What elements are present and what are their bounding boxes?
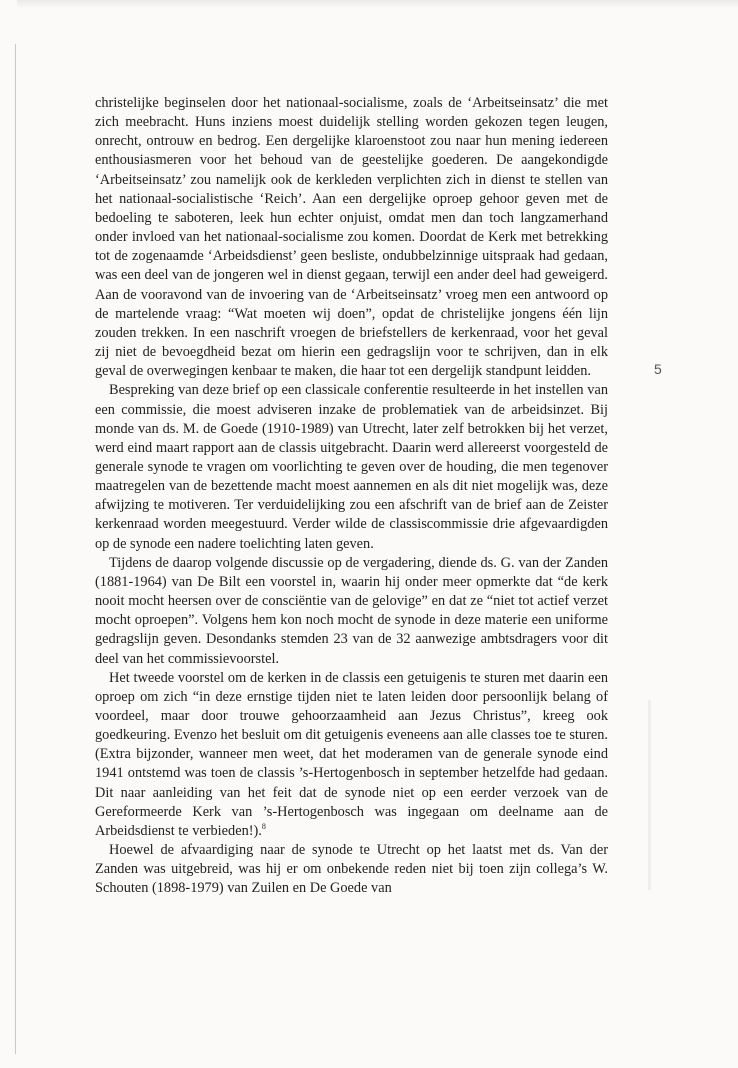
scan-top-shadow	[17, 0, 738, 8]
paragraph-text: Bespreking van deze brief op een classicale conferentie resulteerde in het instellen van een commissie, die moest adviseren inzake de problematiek van de arbeidsinzet. Bij monde van ds. M. de Goede (1910-1989) van Utrecht, later zelf betrokken bij het verzet, werd eind maart rapport aan de classis uitgebracht. Daarin werd allereerst voorgesteld de generale synode te vragen om voorlichting te geven over de houding, die men tegenover maatregelen van de bezettende macht moest aannemen en als dit niet mogelijk was, deze afwijzing te motiveren. Ter verduidelijking zou een afschrift van de brief aan de Zeister kerkenraad worden meegestuurd. Verder wilde de classiscommissie drie afgevaardigden op de synode een nadere toelichting laten geven.	[95, 382, 608, 552]
paragraph-text: Tijdens de daarop volgende discussie op de vergadering, diende ds. G. van der Zanden (1881-1964) van De Bilt een voorstel in, waarin hij onder meer opmerkte dat “de kerk nooit mocht heersen over de consciëntie van de gelovige” en dat ze “niet tot actief verzet mocht oproepen”. Volgens hem kon noch mocht de synode in deze materie een uniforme gedragslijn geven. Desondanks stemden 23 van de 32 aanwezige ambtsdragers voor dit deel van het commissievoorstel.	[95, 554, 608, 667]
scan-streak	[648, 700, 651, 890]
paragraph-5	[95, 841, 608, 898]
margin-number: 5	[654, 361, 662, 377]
paragraph-3	[95, 554, 608, 669]
footnote-reference: 8	[261, 822, 266, 832]
body-text	[95, 94, 608, 899]
paragraph-1	[95, 94, 608, 381]
paragraph-2	[95, 381, 608, 553]
paragraph-text: christelijke beginselen door het nationaal-socialisme, zoals de ‘Arbeitseinsatz’ die met zich meebracht. Huns inziens moest duidelijk stelling worden gekozen tegen leugen, onrecht, ontrouw en bedrog. Een dergelijke klaroenstoot zou naar hun mening iedereen enthousiasmeren voor het behoud van de geestelijke goederen. De aangekondigde ‘Arbeitseinsatz’ zou namelijk ook de kerkleden verplichten zich in dienst te stellen van het nationaal-socialistische ‘Reich’. Aan een dergelijke oproep gehoor geven met de bedoeling te saboteren, leek hun echter onjuist, omdat men dan toch langzamerhand onder invloed van het nationaal-socialisme zou komen. Doordat de Kerk met betrekking tot de zogenaamde ‘Arbeidsdienst’ geen besliste, ondubbelzinnige uitspraak had gedaan, was een deel van de jongeren wel in dienst gegaan, terwijl een ander deel had geweigerd. Aan de vooravond van de invoering van de ‘Arbeitseinsatz’ vroeg men een antwoord op de martelende vraag: “Wat moeten wij doen”, opdat de christelijke jongens één lijn zouden trekken. In een naschrift vroegen de briefstellers de kerkenraad, voor het geval zij niet de bevoegdheid bezat om hierin een gedragslijn voor te schrijven, dan in elk geval de overwegingen kenbaar te maken, die haar tot een dergelijk standpunt leidden.	[95, 95, 608, 380]
paragraph-4	[95, 669, 608, 841]
page-edge-line	[15, 44, 16, 1054]
paragraph-text: Hoewel de afvaardiging naar de synode te Utrecht op het laatst met ds. Van der Zanden was uitgebreid, was hij er om onbekende reden niet bij toen zijn collega’s W. Schouten (1898-1979) van Zuilen en De Goede van	[95, 842, 608, 897]
paragraph-text: Het tweede voorstel om de kerken in de classis een getuigenis te sturen met daarin een oproep om zich “in deze ernstige tijden niet te laten leiden door persoonlijk belang of voordeel, maar door trouwe gehoorzaamheid aan Jezus Christus”, kreeg ook goedkeuring. Evenzo het besluit om dit getuigenis eveneens aan alle classes toe te sturen. (Extra bijzonder, wanneer men weet, dat het moderamen van de generale synode eind 1941 ontstemd was toen de classis ’s-Hertogenbosch in september hetzelfde had gedaan. Dit naar aanleiding van het feit dat de synode niet op een eerder verzoek van de Gereformeerde Kerk van ’s-Hertogenbosch was ingegaan om deelname aan de Arbeidsdienst te verbieden!).	[95, 669, 608, 839]
